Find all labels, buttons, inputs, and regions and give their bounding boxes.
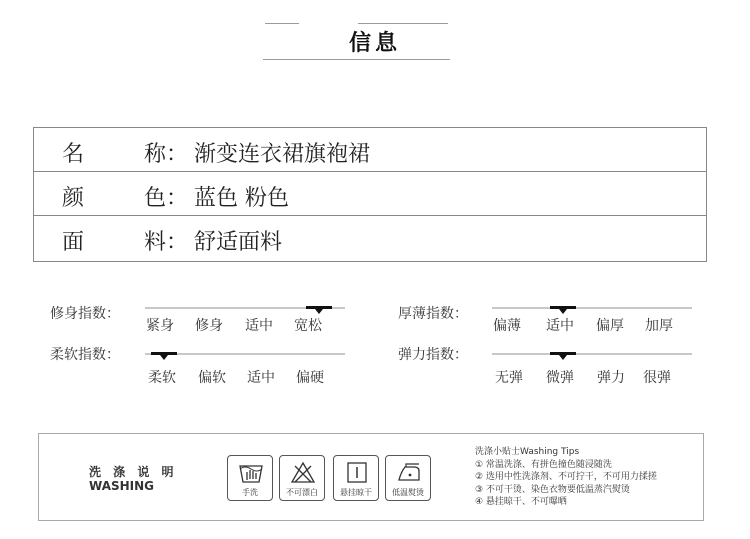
washing-tip: ② 选用中性洗涤剂、不可拧干，不可用力揉搓: [475, 472, 657, 483]
washing-tip: ③ 不可干烫、染色衣物要低温蒸汽熨烫: [475, 484, 630, 495]
thickness-option: 偏薄: [493, 318, 521, 334]
no-bleach-icon: [289, 460, 317, 486]
washing-title-cn: 洗 涤 说 明: [89, 465, 178, 479]
elasticity-option: 弹力: [597, 370, 625, 386]
thickness-option: 加厚: [645, 318, 673, 334]
elasticity-scale-line: [492, 353, 692, 355]
info-label-char: 面: [62, 230, 85, 255]
info-label-char: 颜: [62, 186, 85, 211]
header-rule-right-top: [358, 23, 448, 24]
care-symbol-low-iron: [385, 455, 431, 501]
product-info-table: [33, 127, 707, 262]
washing-instructions: [38, 433, 704, 521]
care-caption: 悬挂晾干: [340, 488, 372, 497]
washing-tip: ① 常温洗涤、有拼色撞色随浸随洗: [475, 459, 612, 470]
softness-option: 偏软: [198, 370, 226, 386]
thickness-option-selected: 适中: [546, 318, 574, 334]
hang-dry-icon: [343, 460, 371, 486]
softness-index-label: 柔软指数：: [50, 347, 120, 363]
info-row-color: [34, 172, 706, 216]
elasticity-option: 很弹: [643, 370, 671, 386]
elasticity-index-label: 弹力指数：: [398, 347, 468, 363]
elasticity-option-selected: 微弹: [546, 370, 574, 386]
washing-title-en: WASHING: [89, 479, 155, 493]
low-iron-icon: [395, 460, 423, 486]
care-caption: 手洗: [242, 488, 258, 497]
softness-option: 偏硬: [296, 370, 324, 386]
fit-index-label: 修身指数：: [50, 306, 120, 322]
info-label-char: 名: [62, 142, 85, 167]
fit-selected-marker: [306, 306, 332, 309]
hand-wash-icon: [237, 460, 265, 486]
fit-option-selected: 宽松: [294, 318, 322, 334]
washing-tips: [475, 446, 657, 509]
info-label-char: 色：: [144, 186, 189, 211]
softness-option: 适中: [247, 370, 275, 386]
info-label-char: 称：: [144, 142, 189, 167]
softness-selected-marker: [151, 352, 177, 355]
info-row-fabric: [34, 216, 706, 261]
header-rule-left-top: [265, 23, 299, 24]
fit-option: 适中: [245, 318, 273, 334]
care-caption: 不可漂白: [286, 488, 318, 497]
care-symbol-no-bleach: [279, 455, 325, 501]
care-caption: 低温熨烫: [392, 488, 424, 497]
thickness-option: 偏厚: [596, 318, 624, 334]
info-value: 蓝色 粉色: [194, 186, 289, 211]
softness-option-selected: 柔软: [148, 370, 176, 386]
thickness-index-label: 厚薄指数：: [398, 306, 468, 322]
washing-tip: ④ 悬挂晾干、不可曝晒: [475, 497, 567, 508]
fit-option: 紧身: [146, 318, 174, 334]
washing-tips-title: 洗涤小贴士Washing Tips: [475, 447, 580, 457]
info-row-name: [34, 128, 706, 172]
header-rule-bottom: [263, 59, 450, 60]
thickness-scale-line: [492, 307, 692, 309]
care-symbol-hand-wash: [227, 455, 273, 501]
info-value: 舒适面料: [194, 230, 283, 255]
elasticity-selected-marker: [550, 352, 576, 355]
elasticity-option: 无弹: [495, 370, 523, 386]
info-value: 渐变连衣裙旗袍裙: [194, 142, 371, 167]
thickness-selected-marker: [550, 306, 576, 309]
care-symbol-hang-dry: [333, 455, 379, 501]
fit-option: 修身: [195, 318, 223, 334]
page-title: 信息: [348, 30, 401, 56]
info-label-char: 料：: [144, 230, 189, 255]
